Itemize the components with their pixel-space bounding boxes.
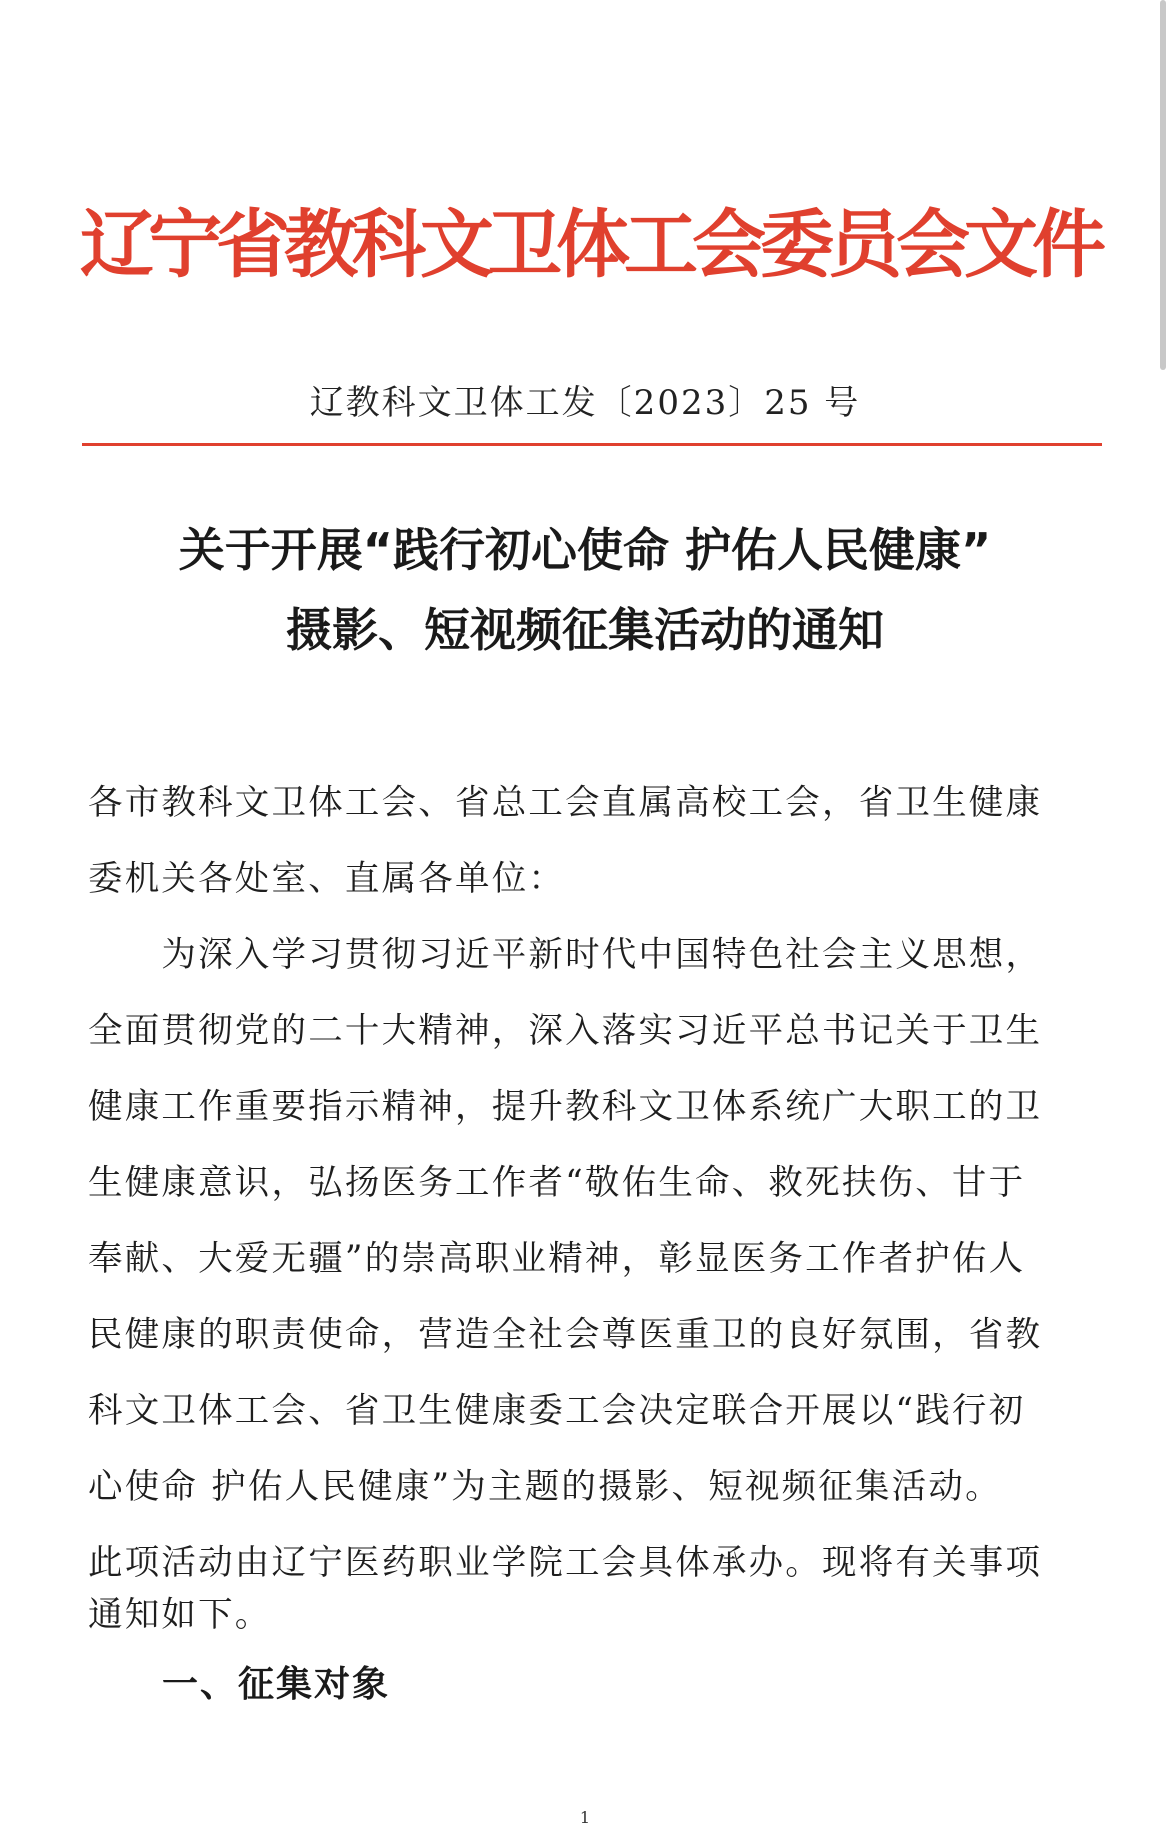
section-heading-1: 一、征集对象 [162,1664,391,1705]
body-line: 此项活动由辽宁医药职业学院工会具体承办。现将有关事项 [88,1543,1043,1583]
body-line: 健康工作重要指示精神，提升教科文卫体系统广大职工的卫 [88,1087,1043,1127]
body-line: 科文卫体工会、省卫生健康委工会决定联合开展以“践行初 [88,1391,1026,1431]
body-line: 为深入学习贯彻习近平新时代中国特色社会主义思想， [88,935,1043,975]
notice-title-line-2: 摄影、短视频征集活动的通知 [286,603,884,657]
document-number: 辽教科文卫体工发〔2023〕25 号 [309,383,861,423]
body-line: 通知如下。 [88,1595,272,1635]
body-line: 奉献、大爱无疆”的崇高职业精神，彰显医务工作者护佑人 [88,1239,1026,1279]
page-number: 1 [579,1808,591,1827]
red-divider [82,443,1102,446]
body-line: 心使命 护佑人民健康”为主题的摄影、短视频征集活动。 [88,1467,1002,1507]
body-line: 委机关各处室、直属各单位： [88,859,566,899]
body-line: 各市教科文卫体工会、省总工会直属高校工会，省卫生健康 [88,783,1043,823]
body-line: 生健康意识，弘扬医务工作者“敬佑生命、救死扶伤、甘于 [88,1163,1026,1203]
body-line: 民健康的职责使命，营造全社会尊医重卫的良好氛围，省教 [88,1315,1043,1355]
scrollbar[interactable] [1160,0,1166,370]
document-header-title: 辽宁省教科文卫体工会委员会文件 [80,202,1100,288]
notice-title-line-1: 关于开展“践行初心使命 护佑人民健康” [178,523,992,577]
body-line: 全面贯彻党的二十大精神，深入落实习近平总书记关于卫生 [88,1011,1043,1051]
